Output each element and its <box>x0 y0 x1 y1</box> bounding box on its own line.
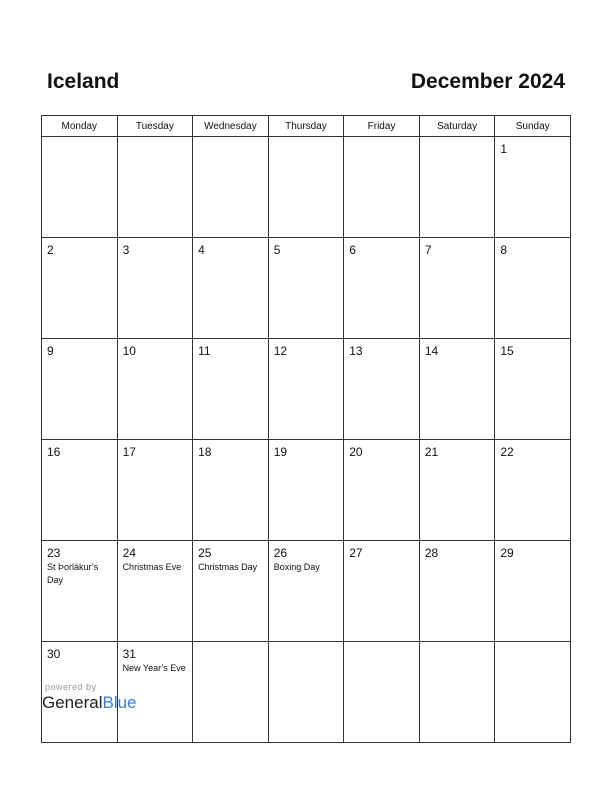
day-number: 22 <box>500 445 514 459</box>
day-cell <box>344 339 420 440</box>
day-cell <box>193 339 269 440</box>
day-number: 11 <box>198 344 211 358</box>
day-cell <box>495 339 571 440</box>
day-cell <box>495 541 571 642</box>
day-cell <box>419 137 495 238</box>
week-row <box>42 440 571 541</box>
day-cell <box>419 339 495 440</box>
day-cell <box>344 137 420 238</box>
day-cell <box>193 541 269 642</box>
holiday-label: Boxing Day <box>273 562 320 572</box>
holiday-label: Christmas Day <box>198 562 258 572</box>
day-cell <box>117 238 193 339</box>
day-number: 13 <box>349 344 363 358</box>
weekday-header-wednesday: Wednesday <box>193 116 269 137</box>
day-number: 16 <box>47 445 61 459</box>
day-cell <box>495 642 571 743</box>
day-cell <box>419 642 495 743</box>
day-number: 2 <box>47 243 54 257</box>
day-cell <box>42 137 118 238</box>
day-number: 5 <box>273 243 281 257</box>
day-number: 23 <box>47 546 61 560</box>
day-number: 25 <box>198 546 212 560</box>
country-title: Iceland <box>47 70 120 93</box>
day-number: 9 <box>47 344 54 358</box>
day-cell <box>42 339 118 440</box>
day-cell <box>268 137 344 238</box>
generalblue-logo[interactable] <box>42 693 137 713</box>
day-number: 8 <box>500 243 508 257</box>
day-cell <box>42 440 118 541</box>
day-number: 18 <box>198 445 212 459</box>
day-cell <box>344 440 420 541</box>
brand-general-text: General <box>42 693 103 712</box>
day-cell <box>117 440 193 541</box>
day-number: 7 <box>424 243 432 257</box>
day-cell <box>117 541 193 642</box>
day-number: 31 <box>122 647 136 661</box>
day-cell <box>344 642 420 743</box>
weekday-header-row <box>42 116 571 137</box>
day-cell <box>268 541 344 642</box>
day-number: 29 <box>500 546 514 560</box>
day-number: 26 <box>273 546 288 560</box>
day-cell <box>495 238 571 339</box>
day-cell <box>419 440 495 541</box>
day-cell <box>193 238 269 339</box>
day-number: 3 <box>122 243 130 257</box>
day-number: 15 <box>500 344 514 358</box>
day-number: 21 <box>424 445 439 459</box>
holiday-label: St Þorlákur’s Day <box>47 562 99 585</box>
day-number: 1 <box>500 142 508 156</box>
day-cell <box>268 642 344 743</box>
day-number: 19 <box>273 445 288 459</box>
week-row <box>42 238 571 339</box>
day-number: 12 <box>273 344 288 358</box>
day-cell <box>344 238 420 339</box>
weekday-header-sunday: Sunday <box>495 116 571 137</box>
footer-branding <box>42 682 137 713</box>
day-cell <box>193 642 269 743</box>
powered-by-text: powered by <box>45 682 97 692</box>
day-cell <box>42 541 118 642</box>
day-cell <box>495 137 571 238</box>
weekday-header-thursday: Thursday <box>268 116 344 137</box>
day-cell <box>419 541 495 642</box>
month-year-title: December 2024 <box>410 70 565 93</box>
day-number: 30 <box>47 647 61 661</box>
holiday-label: Christmas Eve <box>122 562 182 572</box>
day-number: 10 <box>122 344 136 358</box>
week-row <box>42 541 571 642</box>
day-cell <box>42 238 118 339</box>
day-number: 6 <box>349 243 356 257</box>
day-number: 27 <box>349 546 363 560</box>
calendar-body <box>42 137 571 743</box>
day-number: 4 <box>198 243 205 257</box>
day-number: 17 <box>122 445 136 459</box>
day-cell <box>117 137 193 238</box>
holiday-label: New Year’s Eve <box>122 663 186 673</box>
day-cell <box>268 440 344 541</box>
weekday-header-tuesday: Tuesday <box>117 116 193 137</box>
day-number: 20 <box>349 445 363 459</box>
day-cell <box>419 238 495 339</box>
brand-blue-text: Blue <box>102 693 137 712</box>
day-cell <box>268 238 344 339</box>
calendar-grid <box>41 115 571 743</box>
day-cell <box>495 440 571 541</box>
weekday-header-monday: Monday <box>42 116 118 137</box>
day-cell <box>268 339 344 440</box>
day-number: 14 <box>424 344 439 358</box>
day-cell <box>117 339 193 440</box>
day-number: 24 <box>122 546 136 560</box>
week-row <box>42 339 571 440</box>
day-number: 28 <box>424 546 439 560</box>
day-cell <box>193 137 269 238</box>
day-cell <box>344 541 420 642</box>
week-row <box>42 137 571 238</box>
weekday-header-saturday: Saturday <box>419 116 495 137</box>
day-cell <box>193 440 269 541</box>
weekday-header-friday: Friday <box>344 116 420 137</box>
